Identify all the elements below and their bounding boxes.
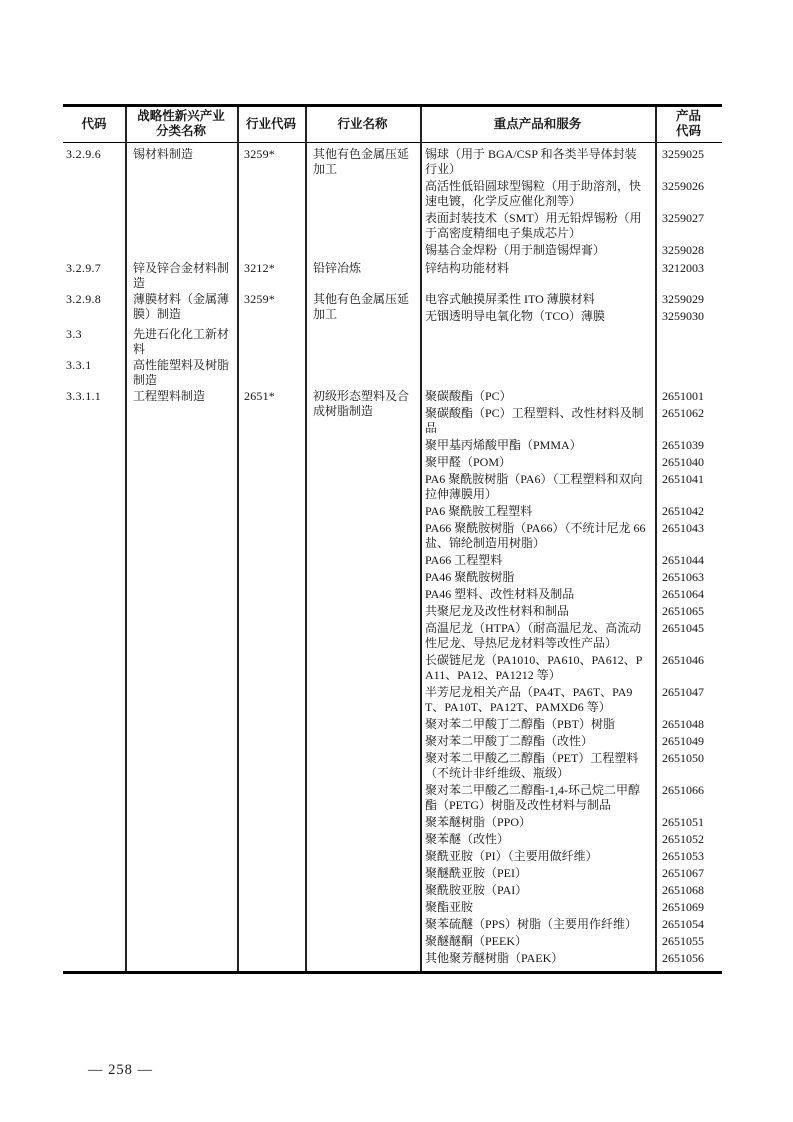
product-item: [420, 406, 722, 436]
product-name: 半芳尼龙相关产品（PA4T、PA6T、PA9T、PA10T、PA12T、PAMXD6 等）: [425, 685, 633, 714]
row-code: 3.3.1: [66, 358, 92, 372]
row-class-name: 工程塑料制造: [133, 389, 206, 403]
product-name: PA66 工程塑料: [425, 553, 503, 567]
row-industry-code: 3259*: [244, 147, 275, 161]
product-name: 锡球（用于 BGA/CSP 和各类半导体封装行业）: [425, 147, 637, 176]
product-code: 2651043: [662, 521, 704, 535]
product-name: PA46 塑料、改性材料及制品: [425, 587, 575, 601]
header-cell-code: 代码: [81, 116, 107, 131]
product-item: [420, 653, 722, 683]
product-name: 高活性低铅圆球型锡粒（用于助溶剂，快速电镀，化学反应催化剂等）: [425, 179, 642, 208]
header-cell-industry-code: 行业代码: [245, 116, 296, 131]
product-code: 3259027: [662, 211, 704, 225]
product-code: 2651047: [662, 685, 704, 699]
product-name: 聚碳酸酯（PC）工程塑料、改性材料及制品: [425, 406, 644, 435]
product-name: 聚酰亚胺（PI）（主要用做纤维）: [425, 849, 598, 863]
product-item: [420, 685, 722, 715]
table-row: [63, 291, 722, 326]
row-industry-name: 初级形态塑料及合成树脂制造: [313, 389, 410, 418]
product-code: 3212003: [662, 261, 704, 275]
product-item: [420, 504, 722, 519]
column-divider: [237, 107, 239, 971]
product-name: 其他聚芳醚树脂（PAEK）: [425, 951, 564, 965]
product-name: 聚苯醚（改性）: [425, 832, 510, 846]
product-item: [420, 243, 722, 258]
product-code: 2651055: [662, 934, 704, 948]
product-item: [420, 832, 722, 847]
row-code: 3.2.9.6: [66, 147, 102, 161]
row-products: [420, 291, 722, 326]
product-item: [420, 866, 722, 881]
product-name: PA6 聚酰胺树脂（PA6）（工程塑料和双向拉伸薄膜用）: [425, 472, 643, 501]
classification-table: [63, 104, 722, 974]
product-item: [420, 261, 722, 276]
product-name: 共聚尼龙及改性材料和制品: [425, 604, 570, 618]
product-item: [420, 934, 722, 949]
product-code: 2651067: [662, 866, 704, 880]
row-code: 3.2.9.8: [66, 292, 102, 306]
product-name: 聚对苯二甲酸乙二醇酯-1,4-环己烷二甲醇酯（PETG）树脂及改性材料与制品: [425, 783, 640, 812]
product-name: PA6 聚酰胺工程塑料: [425, 504, 533, 518]
header-cell-industry-name: 行业名称: [337, 116, 388, 131]
column-divider: [305, 107, 307, 971]
product-code: 2651065: [662, 604, 704, 618]
row-code: 3.3.1.1: [66, 389, 102, 403]
product-code: 2651062: [662, 406, 704, 420]
product-code: 2651044: [662, 553, 704, 567]
column-divider: [125, 107, 127, 971]
product-code: 2651052: [662, 832, 704, 846]
product-name: 聚苯硫醚（PPS）树脂（主要用作纤维）: [425, 917, 638, 931]
product-code: 2651041: [662, 472, 704, 486]
product-item: [420, 292, 722, 307]
product-item: [420, 951, 722, 966]
table-row: [63, 146, 722, 260]
product-item: [420, 883, 722, 898]
row-industry-name: [305, 357, 420, 358]
product-item: [420, 179, 722, 209]
table-body: [63, 143, 722, 971]
product-code: 2651064: [662, 587, 704, 601]
row-products: [420, 260, 722, 278]
product-name: 聚甲基丙烯酸甲酯（PMMA）: [425, 438, 582, 452]
row-code: 3.3: [66, 327, 82, 341]
row-products: [420, 326, 722, 327]
row-products: [420, 388, 722, 968]
product-name: PA46 聚酰胺树脂: [425, 570, 515, 584]
row-industry-name: 其他有色金属压延加工: [313, 292, 410, 321]
row-class-name: 锡材料制造: [133, 147, 194, 161]
row-industry-name: [305, 326, 420, 327]
product-item: [420, 553, 722, 568]
product-item: [420, 717, 722, 732]
column-divider: [655, 107, 657, 971]
product-code: 3259029: [662, 292, 704, 306]
column-divider: [420, 107, 422, 971]
product-item: [420, 438, 722, 453]
product-item: [420, 309, 722, 324]
row-class-name: 锌及锌合金材料制造: [133, 261, 230, 290]
product-name: 聚醚醚酮（PEEK）: [425, 934, 528, 948]
table-row: [63, 388, 722, 968]
product-code: 3259026: [662, 179, 704, 193]
product-code: 2651066: [662, 783, 704, 797]
product-code: 2651063: [662, 570, 704, 584]
product-code: 3259025: [662, 147, 704, 161]
product-item: [420, 521, 722, 551]
product-item: [420, 621, 722, 651]
row-industry-name: 铅锌冶炼: [313, 261, 362, 275]
product-item: [420, 147, 722, 177]
product-code: 2651051: [662, 815, 704, 829]
product-code: 2651048: [662, 717, 704, 731]
product-item: [420, 849, 722, 864]
product-code: 2651056: [662, 951, 704, 965]
product-name: 聚碳酸酯（PC）: [425, 389, 512, 403]
table-row: [63, 260, 722, 291]
product-code: 2651054: [662, 917, 704, 931]
product-item: [420, 455, 722, 470]
product-name: 聚对苯二甲酸丁二醇酯（改性）: [425, 734, 594, 748]
row-industry-code: 3259*: [244, 292, 275, 306]
product-item: [420, 570, 722, 585]
product-name: 聚甲醛（POM）: [425, 455, 512, 469]
product-name: 聚对苯二甲酸丁二醇酯（PBT）树脂: [425, 717, 616, 731]
product-name: 长碳链尼龙（PA1010、PA610、PA612、PA11、PA12、PA1212 等）: [425, 653, 643, 682]
product-item: [420, 472, 722, 502]
product-item: [420, 734, 722, 749]
page-number: — 258 —: [88, 1062, 153, 1078]
table-header-row: [63, 107, 722, 143]
row-code: 3.2.9.7: [66, 261, 102, 275]
product-name: 聚对苯二甲酸乙二醇酯（PET）工程塑料（不统计非纤维级、瓶级）: [425, 751, 639, 780]
row-industry-code: 2651*: [244, 389, 275, 403]
product-code: 2651045: [662, 621, 704, 635]
product-code: 2651001: [662, 389, 704, 403]
header-cell-class-name: 战略性新兴产业 分类名称: [137, 109, 225, 138]
product-code: 2651050: [662, 751, 704, 765]
table-row: [63, 357, 722, 388]
product-code: 2651039: [662, 438, 704, 452]
product-code: 2651040: [662, 455, 704, 469]
product-item: [420, 211, 722, 241]
product-code: 2651042: [662, 504, 704, 518]
row-industry-code: [237, 326, 305, 327]
product-name: 锌结构功能材料: [425, 261, 510, 275]
row-industry-name: 其他有色金属压延加工: [313, 147, 410, 176]
product-name: 锡基合金焊粉（用于制造锡焊膏）: [425, 243, 606, 257]
product-name: 聚酰胺亚胺（PAI）: [425, 883, 528, 897]
product-code: 2651053: [662, 849, 704, 863]
product-item: [420, 917, 722, 932]
product-item: [420, 751, 722, 781]
header-cell-product-code: 产品 代码: [675, 109, 701, 138]
product-code: 2651046: [662, 653, 704, 667]
product-code: 3259030: [662, 309, 704, 323]
product-name: 聚醚酰亚胺（PEI）: [425, 866, 528, 880]
table-row: [63, 326, 722, 357]
product-name: 聚酯亚胺: [425, 900, 474, 914]
product-name: 表面封装技术（SMT）用无铅焊锡粉（用于高密度精细电子集成芯片）: [425, 211, 642, 240]
row-class-name: 高性能塑料及树脂制造: [133, 358, 230, 387]
product-item: [420, 815, 722, 830]
product-item: [420, 587, 722, 602]
row-products: [420, 146, 722, 260]
header-cell-products: 重点产品和服务: [493, 116, 582, 131]
product-name: 无铟透明导电氧化物（TCO）薄膜: [425, 309, 606, 323]
product-item: [420, 783, 722, 813]
product-name: PA66 聚酰胺树脂（PA66）（不统计尼龙 66 盐、锦纶制造用树脂）: [425, 521, 646, 550]
row-industry-code: 3212*: [244, 261, 275, 275]
product-item: [420, 604, 722, 619]
product-code: 2651069: [662, 900, 704, 914]
product-item: [420, 900, 722, 915]
row-class-name: 薄膜材料（金属薄膜）制造: [133, 292, 230, 321]
product-name: 电容式触摸屏柔性 ITO 薄膜材料: [425, 292, 595, 306]
product-name: 高温尼龙（HTPA）（耐高温尼龙、高流动性尼龙、导热尼龙材料等改性产品）: [425, 621, 642, 650]
product-code: 2651068: [662, 883, 704, 897]
product-code: 2651049: [662, 734, 704, 748]
row-industry-code: [237, 357, 305, 358]
row-class-name: 先进石化化工新材料: [133, 327, 230, 356]
product-name: 聚苯醚树脂（PPO）: [425, 815, 532, 829]
product-code: 3259028: [662, 243, 704, 257]
row-products: [420, 357, 722, 358]
product-item: [420, 389, 722, 404]
